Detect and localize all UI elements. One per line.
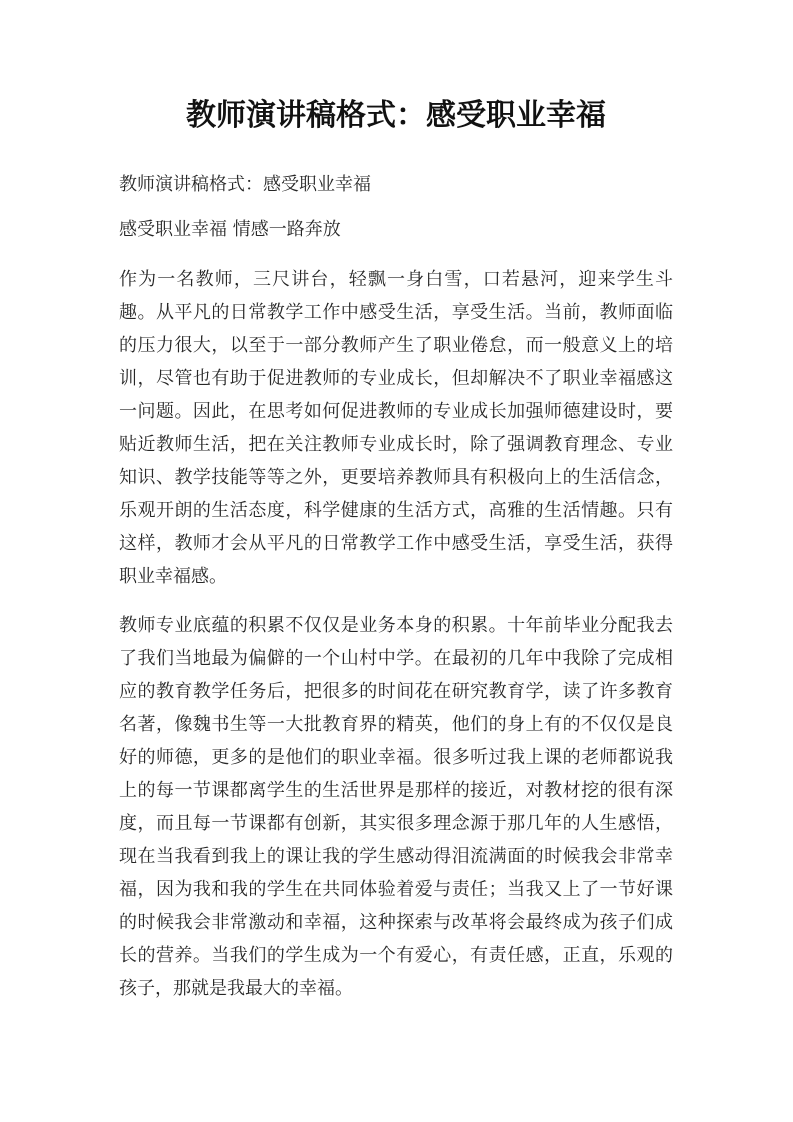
document-title: 教师演讲稿格式：感受职业幸福: [186, 98, 606, 133]
paragraph-2: 教师专业底蕴的积累不仅仅是业务本身的积累。十年前毕业分配我去了我们当地最为偏僻的一个山村中学。在最初的几年中我除了完成相应的教育教学任务后，把很多的时间花在研究教育学，读了许多教育名著，像魏书生等一大批教育界的精英，他们的身上有的不仅仅是良好的师德，更多的是他们的职业幸福。很多听过我上课的老师都说我上的每一节课都离学生的生活世界是那样的接近，对教材挖的很有深度，而且每一节课都有创新，其实很多理念源于那几年的人生感悟，现在当我看到我上的课让我的学生感动得泪流满面的时候我会非常幸福，因为我和我的学生在共同体验着爱与责任；当我又上了一节好课的时候我会非常激动和幸福，这种探索与改革将会最终成为孩子们成长的营养。当我们的学生成为一个有爱心，有责任感，正直，乐观的孩子，那就是我最大的幸福。: [119, 615, 673, 999]
subtitle-line-1: 教师演讲稿格式：感受职业幸福: [119, 174, 371, 195]
subtitle-line-2: 感受职业幸福 情感一路奔放: [119, 219, 341, 240]
paragraph-1: 作为一名教师，三尺讲台，轻飘一身白雪，口若悬河，迎来学生斗趣。从平凡的日常教学工作中感受生活，享受生活。当前，教师面临的压力很大，以至于一部分教师产生了职业倦怠，而一般意义上的培训，尽管也有助于促进教师的专业成长，但却解决不了职业幸福感这一问题。因此，在思考如何促进教师的专业成长加强师德建设时，要贴近教师生活，把在关注教师专业成长时，除了强调教育理念、专业知识、教学技能等等之外，更要培养教师具有积极向上的生活信念，乐观开朗的生活态度，科学健康的生活方式，高雅的生活情趣。只有这样，教师才会从平凡的日常教学工作中感受生活，享受生活，获得职业幸福感。: [119, 269, 673, 587]
